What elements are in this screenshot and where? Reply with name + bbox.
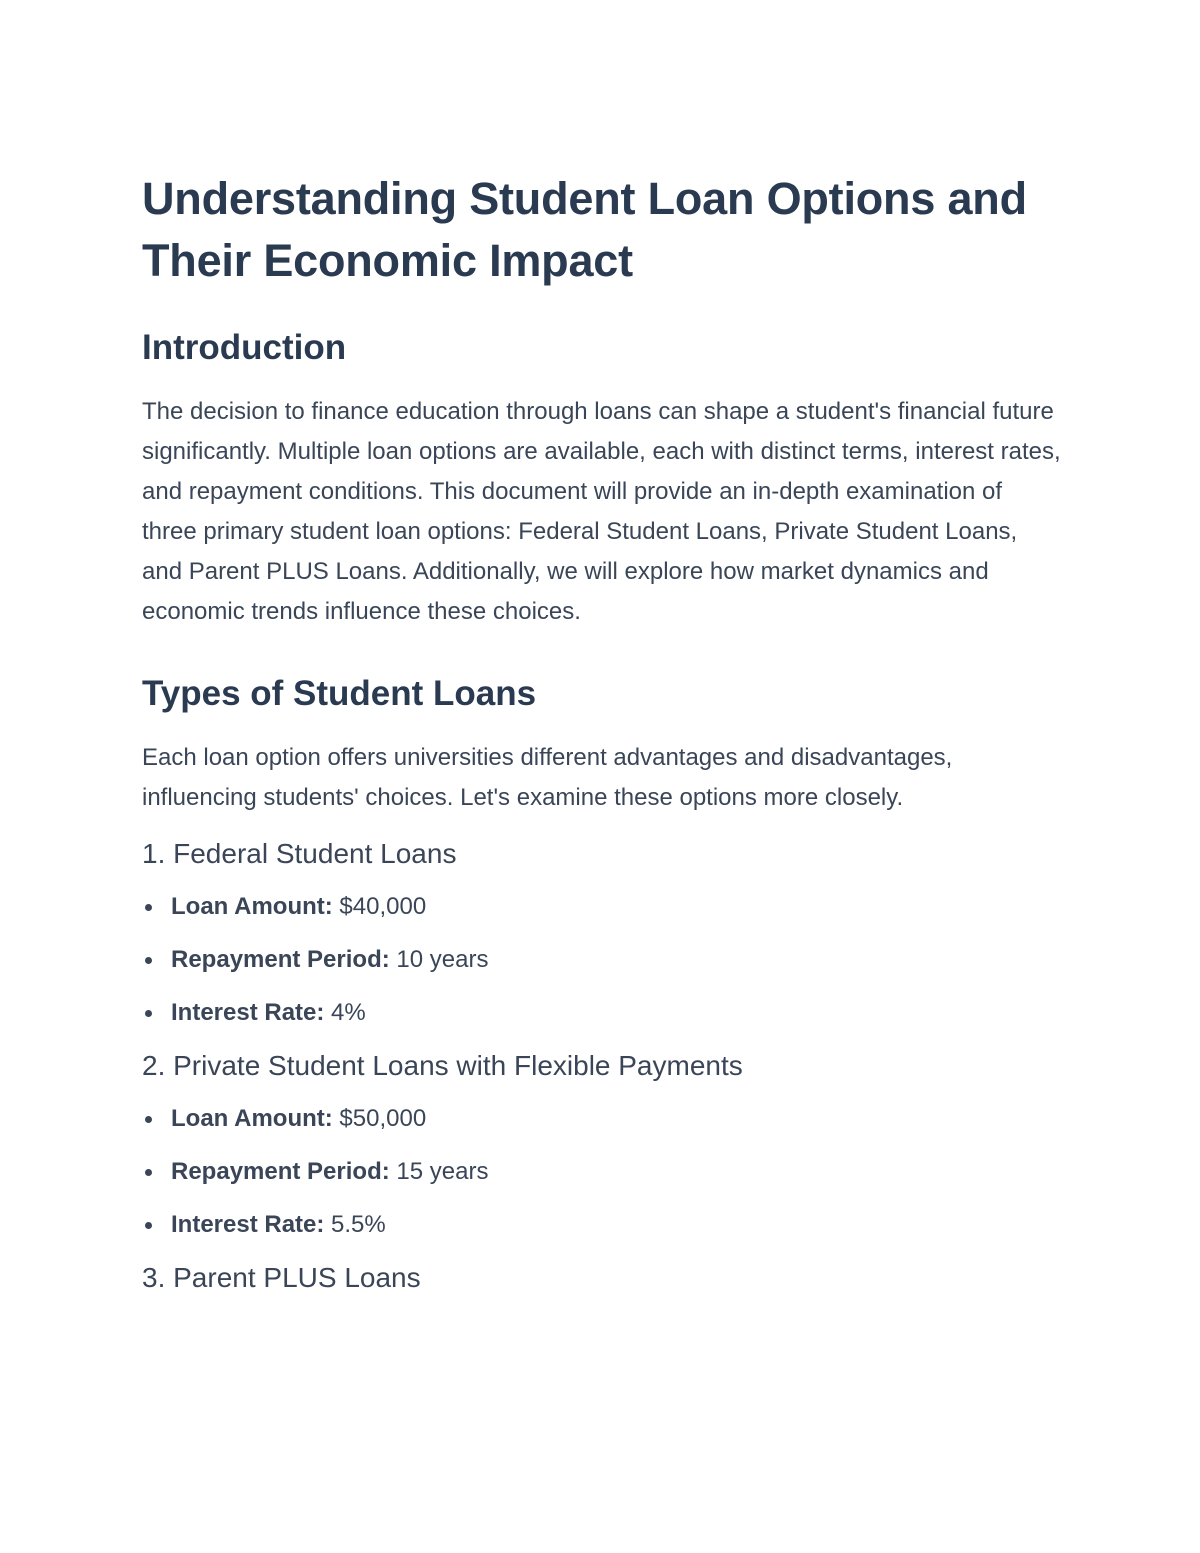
- federal-loans-heading: 1. Federal Student Loans: [142, 838, 457, 869]
- types-heading: Types of Student Loans: [142, 674, 537, 713]
- list-item-value: 5.5%: [324, 1211, 386, 1238]
- list-item: [142, 1208, 1062, 1242]
- list-item-term: Interest Rate:: [171, 1211, 325, 1238]
- private-loans-list: [142, 1102, 1062, 1242]
- types-paragraph: Each loan option offers universities different advantages and disadvantages, influencing students' choices. Let's examine these options more closely.: [142, 744, 953, 811]
- list-item-term: Repayment Period:: [171, 1158, 390, 1185]
- bullet-icon: [145, 1116, 152, 1123]
- bullet-icon: [145, 957, 152, 964]
- list-item-term: Repayment Period:: [171, 946, 390, 973]
- list-item: [142, 890, 1062, 924]
- list-item-value: $40,000: [332, 893, 427, 920]
- list-item: [142, 996, 1062, 1030]
- bullet-icon: [145, 1222, 152, 1229]
- list-item-value: $50,000: [332, 1105, 427, 1132]
- bullet-icon: [145, 904, 152, 911]
- list-item-value: 15 years: [389, 1158, 489, 1185]
- list-item-term: Loan Amount:: [171, 893, 333, 920]
- list-item: [142, 1102, 1062, 1136]
- federal-loans-list: [142, 890, 1062, 1030]
- list-item: [142, 943, 1062, 977]
- private-loans-heading: 2. Private Student Loans with Flexible Payments: [142, 1050, 743, 1081]
- parent-plus-loans-heading: 3. Parent PLUS Loans: [142, 1262, 421, 1293]
- document-title: Understanding Student Loan Options and Their Economic Impact: [142, 173, 1027, 286]
- list-item-value: 10 years: [389, 946, 489, 973]
- bullet-icon: [145, 1169, 152, 1176]
- list-item: [142, 1155, 1062, 1189]
- introduction-paragraph: The decision to finance education through loans can shape a student's financial future significantly. Multiple loan options are available, each with distinct terms, interest rates, and repayment conditions. This document will provide an in-depth examination of three primary student loan options: Federal Student Loans, Private Student Loans, and Parent PLUS Loans. Additionally, we will explore how market dynamics and economic trends influence these choices.: [142, 398, 1061, 625]
- document-page: [142, 168, 1062, 1298]
- list-item-value: 4%: [324, 999, 366, 1026]
- bullet-icon: [145, 1010, 152, 1017]
- introduction-heading: Introduction: [142, 328, 347, 367]
- list-item-term: Loan Amount:: [171, 1105, 333, 1132]
- list-item-term: Interest Rate:: [171, 999, 325, 1026]
